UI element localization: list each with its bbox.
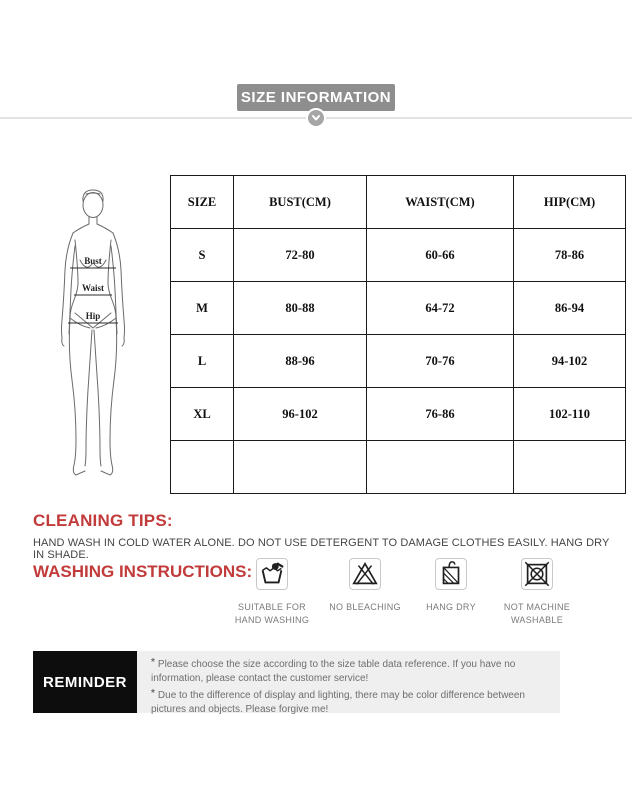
- washing-item-label: NO BLEACHING: [329, 602, 401, 612]
- page-title: SIZE INFORMATION: [237, 84, 395, 111]
- washing-item-label: NOT MACHINE WASHABLE: [503, 602, 571, 625]
- table-row: [171, 229, 626, 282]
- reminder-badge: REMINDER: [33, 651, 137, 713]
- table-row: [171, 335, 626, 388]
- hang-dry-icon: [435, 558, 467, 590]
- figure-hip-label: Hip: [85, 311, 101, 321]
- table-cell: 102-110: [514, 388, 626, 441]
- cleaning-tips-text: HAND WASH IN COLD WATER ALONE. DO NOT USE DETERGENT TO DAMAGE CLOTHES EASILY. HANG DRY IN SHADE.: [33, 537, 610, 561]
- table-cell: 88-96: [234, 335, 367, 388]
- cleaning-tips-title: CLEANING TIPS:: [33, 511, 173, 530]
- washing-item-hand-wash: [229, 558, 315, 626]
- no-machine-wash-icon: [521, 558, 553, 590]
- table-cell: 86-94: [514, 282, 626, 335]
- figure-bust-label: Bust: [84, 256, 102, 266]
- washing-item-hang-dry: [408, 558, 494, 614]
- reminder-note: [151, 689, 548, 716]
- figure-waist-label: Waist: [81, 283, 105, 293]
- washing-instructions-title: WASHING INSTRUCTIONS:: [33, 562, 253, 581]
- table-row-empty: [171, 441, 626, 494]
- reminder-note: [151, 658, 548, 685]
- table-cell: 60-66: [367, 229, 514, 282]
- reminder-panel: [137, 651, 560, 713]
- table-cell: [234, 441, 367, 494]
- hand-wash-icon: [256, 558, 288, 590]
- table-row: [171, 388, 626, 441]
- asterisk-bullet: *: [151, 657, 155, 668]
- column-header-bust: BUST(CM): [234, 176, 367, 229]
- table-header-row: [171, 176, 626, 229]
- table-cell: 96-102: [234, 388, 367, 441]
- reminder-note-text: Please choose the size according to the size table data reference. If you have no information, please contact the customer service!: [151, 659, 516, 684]
- column-header-size: SIZE: [171, 176, 234, 229]
- washing-item-no-machine-wash: [494, 558, 580, 626]
- asterisk-bullet: *: [151, 688, 155, 699]
- table-cell: L: [171, 335, 234, 388]
- table-cell: 76-86: [367, 388, 514, 441]
- washing-item-no-bleach: [322, 558, 408, 614]
- column-header-waist: WAIST(CM): [367, 176, 514, 229]
- table-row: [171, 282, 626, 335]
- table-cell: M: [171, 282, 234, 335]
- column-header-hip: HIP(CM): [514, 176, 626, 229]
- chevron-down-icon: [306, 108, 326, 128]
- body-measurement-figure: [28, 188, 168, 483]
- washing-item-label: HANG DRY: [426, 602, 476, 612]
- table-cell: 70-76: [367, 335, 514, 388]
- washing-item-label: SUITABLE FOR HAND WASHING: [234, 602, 310, 625]
- table-cell: [171, 441, 234, 494]
- table-cell: 94-102: [514, 335, 626, 388]
- table-cell: [367, 441, 514, 494]
- table-cell: XL: [171, 388, 234, 441]
- no-bleach-icon: [349, 558, 381, 590]
- table-cell: 78-86: [514, 229, 626, 282]
- table-cell: [514, 441, 626, 494]
- reminder-note-text: Due to the difference of display and lighting, there may be color difference between pictures and objects. Please forgive me!: [151, 690, 525, 715]
- size-table: [170, 175, 626, 494]
- table-cell: 80-88: [234, 282, 367, 335]
- table-cell: 64-72: [367, 282, 514, 335]
- table-cell: 72-80: [234, 229, 367, 282]
- table-cell: S: [171, 229, 234, 282]
